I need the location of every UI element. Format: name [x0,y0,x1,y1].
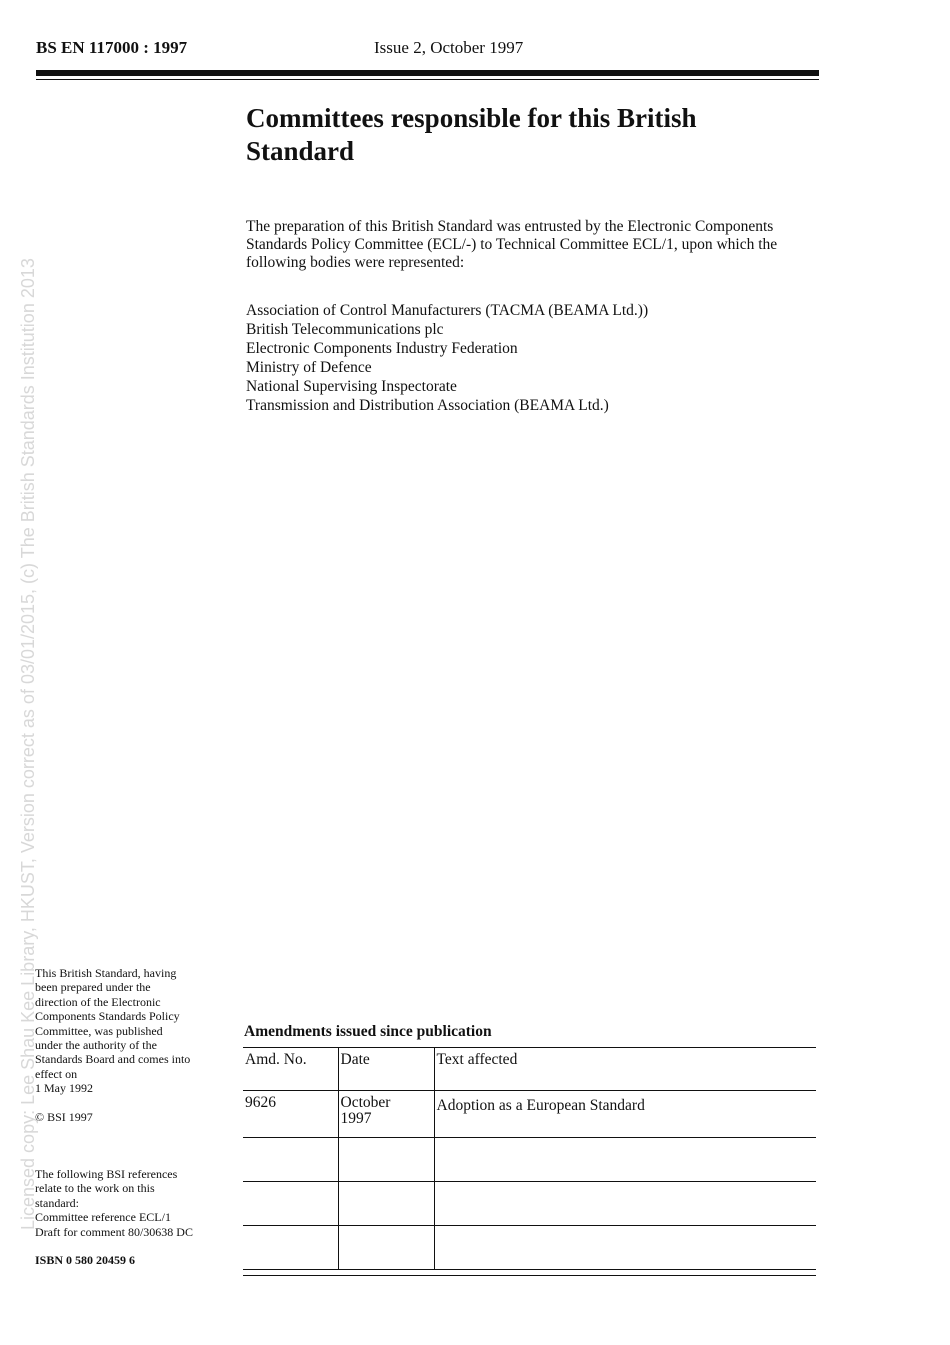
page-title: Committees responsible for this British Standard [246,103,697,166]
list-item: National Supervising Inspectorate [246,378,457,395]
table-cell [434,1138,816,1182]
copyright-notice: © BSI 1997 [35,1110,93,1124]
list-item: Ministry of Defence [246,359,372,376]
table-cell: October 1997 [338,1091,434,1138]
header-rule-thin [36,79,819,80]
publication-authority-note: This British Standard, having been prepared under the direction of the Electronic Components Standards Policy Committee, was published under the authority of the Standards Board and comes into effect on 1 May 1992 [35,966,191,1096]
table-cell [243,1138,338,1182]
table-cell [338,1138,434,1182]
table-cell: 9626 [243,1091,338,1138]
table-cell [338,1182,434,1226]
represented-bodies-list [246,301,806,415]
bsi-references-note: The following BSI references relate to the work on this standard: Committee reference ECL/1 Draft for comment 80/30638 DC [35,1167,193,1239]
table-row [243,1182,816,1226]
table-cell [434,1182,816,1226]
table-cell [243,1226,338,1270]
column-header-date: Date [338,1048,434,1091]
table-row [243,1091,816,1138]
license-watermark: Licensed copy: Lee Shau Kee Library, HKUST, Version correct as of 03/01/2015, (c) The British Standards Institution 2013 [18,258,38,1230]
list-item: Electronic Components Industry Federation [246,340,518,357]
table-row [243,1226,816,1270]
table-header-row [243,1048,816,1091]
table-cell [434,1226,816,1270]
table-cell: Adoption as a European Standard [434,1091,816,1138]
amendments-heading: Amendments issued since publication [244,1023,492,1040]
header-rule-thick [36,70,819,76]
document-id: BS EN 117000 : 1997 [36,38,188,57]
list-item: Association of Control Manufacturers (TACMA (BEAMA Ltd.)) [246,302,649,319]
list-item: Transmission and Distribution Association (BEAMA Ltd.) [246,397,609,414]
isbn: ISBN 0 580 20459 6 [35,1253,136,1267]
table-bottom-rule [243,1275,816,1276]
column-header-amd-no: Amd. No. [243,1048,338,1091]
list-item: British Telecommunications plc [246,321,444,338]
issue-date: Issue 2, October 1997 [374,38,524,57]
table-cell [338,1226,434,1270]
amendments-table [243,1047,816,1270]
table-cell [243,1182,338,1226]
table-row [243,1138,816,1182]
column-header-text-affected: Text affected [434,1048,816,1091]
intro-paragraph: The preparation of this British Standard was entrusted by the Electronic Components Standards Policy Committee (ECL/-) to Technical Committee ECL/1, upon which the following bodies were represented: [246,218,778,271]
